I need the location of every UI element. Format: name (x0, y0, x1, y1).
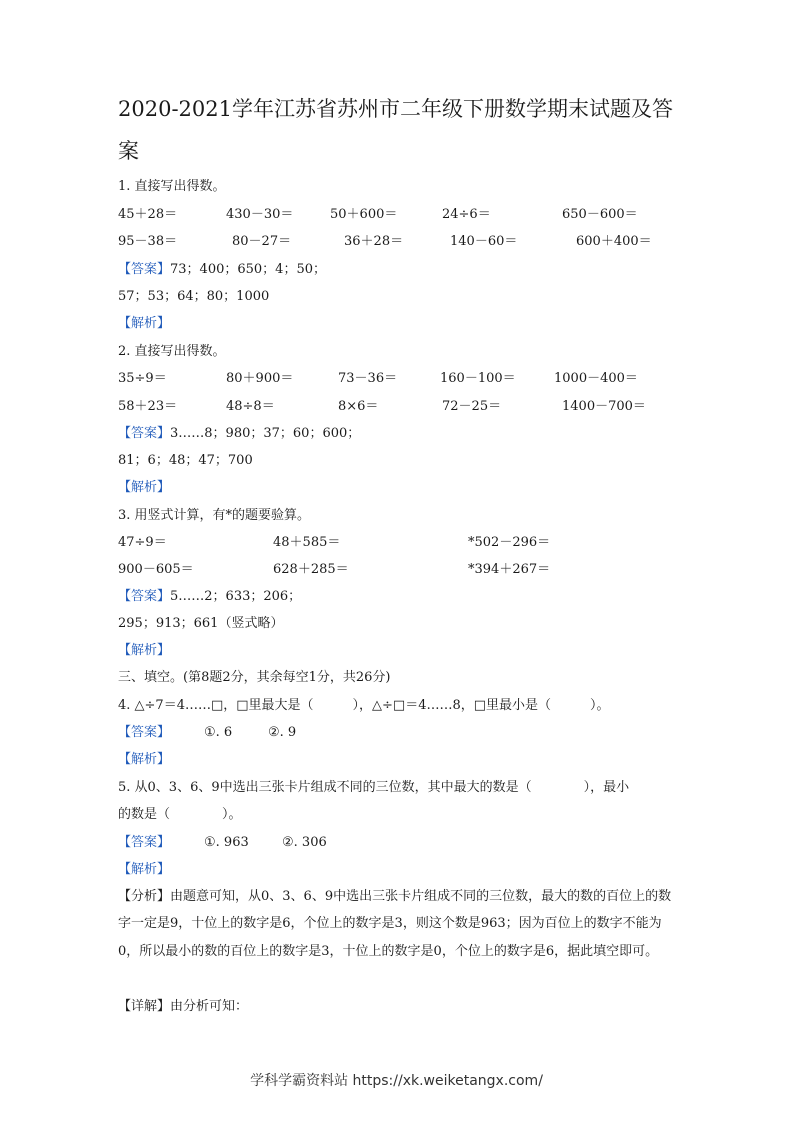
q1-row1-item: 650－600＝ (562, 207, 638, 222)
q1-row1-item: 45＋28＝ (118, 207, 178, 222)
q2-answer-line1: 3……8；980；37；60；600； (170, 426, 361, 441)
q5-detail (118, 993, 248, 1020)
q5-answer (118, 829, 418, 856)
footer-watermark: 学科学霸资料站 https://xk.weiketangx.com/ (250, 1073, 543, 1089)
q2-row1-item: 1000－400＝ (554, 371, 638, 386)
q1-row2-item: 140－60＝ (450, 234, 518, 249)
q2-row2-item: 8×6＝ (338, 399, 379, 414)
q3-answer (118, 583, 301, 610)
q3-row1-item: 47÷9＝ (118, 535, 167, 550)
answer-tag: 【答案】 (118, 725, 171, 740)
q1-row1-item: 24÷6＝ (442, 207, 491, 222)
q3-answer-line1: 5……2；633；206； (170, 589, 302, 604)
q1-answer-line1: 73；400；650；4；50； (170, 262, 326, 277)
q1-row2-item: 80－27＝ (232, 234, 292, 249)
analysis-text: 由题意可知，从0、3、6、9中选出三张卡片组成不同的三位数，最大的数的百位上的数字一定是9，十位上的数字是6，个位上的数字是3，则这个数是963；因为百位上的数字不能为0，所以最小的数的百位上的数字是3，十位上的数字是0，个位上的数字是6，据此填空即可。 (118, 889, 672, 959)
q2-row2-item: 48÷8＝ (226, 399, 275, 414)
page-title: 2020-2021学年江苏省苏州市二年级下册数学期末试题及答案 (118, 97, 673, 163)
q3-row2-item: 628＋285＝ (273, 562, 349, 577)
q3-analysis-tag: 【解析】 (118, 643, 171, 658)
q1-answer (118, 256, 326, 283)
q2-row1-item: 35÷9＝ (118, 371, 167, 386)
q5-answer-item: ②. 306 (282, 835, 327, 850)
q5-analysis-paragraph (118, 883, 678, 965)
q1-row2-item: 600＋400＝ (576, 234, 652, 249)
q1-answer-line2: 57；53；64；80；1000 (118, 289, 270, 304)
answer-tag: 【答案】 (118, 835, 171, 850)
q2-row1 (118, 365, 678, 392)
q3-row1-item: *502－296＝ (468, 535, 551, 550)
q2-answer (118, 420, 360, 447)
q3-row2 (118, 556, 678, 583)
q1-row2-item: 95－38＝ (118, 234, 178, 249)
q3-heading: 3. 用竖式计算，有*的题要验算。 (118, 508, 311, 523)
section-heading: 三、填空。(第8题2分，其余每空1分，共26分) (118, 670, 391, 685)
q1-row1-item: 430－30＝ (226, 207, 294, 222)
detail-text: 由分析可知： (170, 999, 249, 1014)
q5-analysis-tag: 【解析】 (118, 862, 171, 877)
q1-row2-item: 36＋28＝ (344, 234, 404, 249)
q2-row1-item: 160－100＝ (440, 371, 516, 386)
q5-text-line2: 的数是（ ）。 (118, 807, 242, 822)
q4-answer-item: ①. 6 (204, 725, 233, 740)
q1-row2 (118, 228, 678, 255)
q5-text-line1: 5. 从0、3、6、9中选出三张卡片组成不同的三位数，其中最大的数是（ ），最小 (118, 780, 630, 795)
q4-answer (118, 719, 418, 746)
q2-row2-item: 58＋23＝ (118, 399, 178, 414)
q2-row2-item: 72－25＝ (442, 399, 502, 414)
q1-row1 (118, 201, 678, 228)
q4-answer-item: ②. 9 (268, 725, 297, 740)
q3-row1 (118, 529, 678, 556)
q2-heading: 2. 直接写出得数。 (118, 344, 226, 359)
q2-row2 (118, 393, 678, 420)
answer-tag: 【答案】 (118, 426, 171, 441)
answer-tag: 【答案】 (118, 589, 171, 604)
q1-analysis-tag: 【解析】 (118, 316, 171, 331)
q2-analysis-tag: 【解析】 (118, 480, 171, 495)
q2-row1-item: 80＋900＝ (226, 371, 294, 386)
q3-answer-line2: 295；913；661（竖式略） (118, 616, 284, 631)
q5-answer-item: ①. 963 (204, 835, 249, 850)
q1-heading: 1. 直接写出得数。 (118, 179, 226, 194)
q2-answer-line2: 81；6；48；47；700 (118, 453, 253, 468)
q4-analysis-tag: 【解析】 (118, 752, 171, 767)
q3-row2-item: 900－605＝ (118, 562, 194, 577)
q2-row1-item: 73－36＝ (338, 371, 398, 386)
q4-text: 4. △÷7＝4……□，□里最大是（ ），△÷□＝4……8，□里最小是（ ）。 (118, 698, 610, 713)
q2-row2-item: 1400－700＝ (562, 399, 646, 414)
detail-label: 【详解】 (118, 999, 171, 1014)
q3-row1-item: 48＋585＝ (273, 535, 341, 550)
q1-row1-item: 50＋600＝ (330, 207, 398, 222)
q3-row2-item: *394＋267＝ (468, 562, 551, 577)
answer-tag: 【答案】 (118, 262, 171, 277)
analysis-label: 【分析】 (118, 889, 171, 904)
